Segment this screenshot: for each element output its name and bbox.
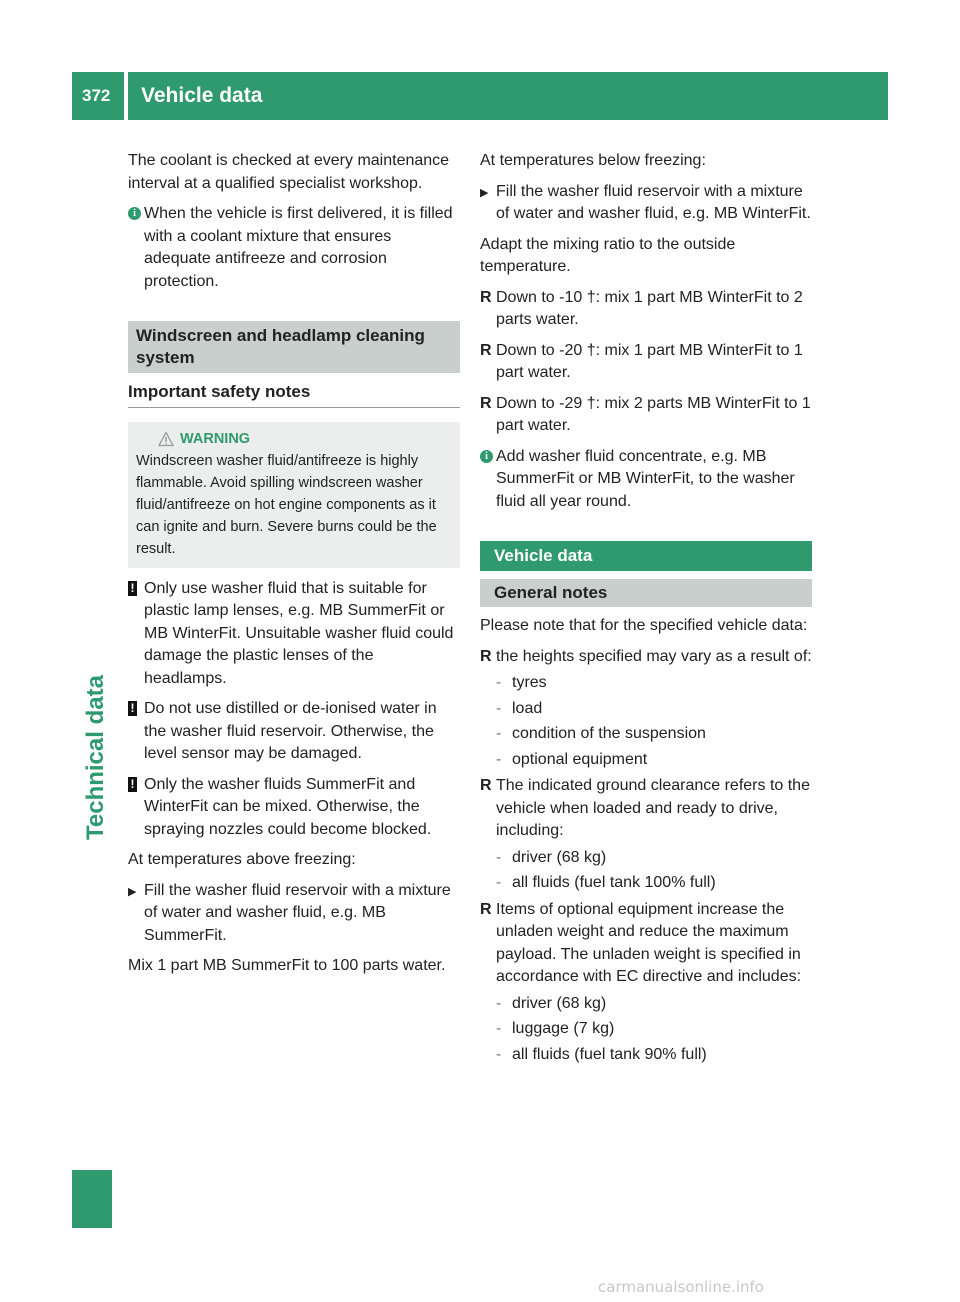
info-note-text: Add washer fluid concentrate, e.g. MB SummerFit or MB WinterFit, to the washer fluid all year round.: [496, 447, 795, 510]
instruction-step-text: Fill the washer fluid reservoir with a mixture of water and washer fluid, e.g. MB SummerFit.: [144, 881, 451, 944]
exclamation-icon: !: [128, 701, 137, 716]
list-item: [480, 775, 812, 843]
sub-list-item-text: load: [512, 699, 543, 717]
bullet-marker: R: [480, 341, 492, 359]
instruction-step: [128, 880, 460, 948]
sub-list-item: - luggage (7 kg): [496, 1020, 615, 1037]
sub-list-item-text: driver (68 kg): [512, 848, 607, 866]
sub-list-item: - tyres: [496, 674, 547, 691]
subsection-title: General notes: [480, 579, 812, 607]
sub-list-item-text: tyres: [512, 674, 547, 691]
exclamation-icon: !: [128, 777, 137, 792]
section-title: Windscreen and headlamp cleaning system: [128, 321, 460, 373]
above-freezing-label: At temperatures above freezing:: [128, 851, 356, 868]
instruction-step-text: Fill the washer fluid reservoir with a mixture of water and washer fluid, e.g. MB WinterFit.: [496, 182, 811, 222]
mix-ratio-paragraph: Mix 1 part MB SummerFit to 100 parts water.: [128, 957, 446, 974]
sub-list-item: - driver (68 kg): [496, 848, 607, 866]
list-item: [480, 287, 812, 332]
adapt-ratio-paragraph: Adapt the mixing ratio to the outside temperature.: [480, 235, 736, 275]
warning-heading: [158, 428, 452, 450]
list-item-text: Items of optional equipment increase the unladen weight and reduce the maximum payload. The unladen weight is specified in accordance with EC directive and includes:: [496, 900, 802, 985]
intro-paragraph: Please note that for the specified vehicle data:: [480, 617, 808, 634]
sub-list-item-text: driver (68 kg): [512, 994, 607, 1012]
warning-box: [128, 422, 460, 568]
info-note-text: When the vehicle is first delivered, it is filled with a coolant mixture that ensures adequate antifreeze and corrosion protection.: [144, 205, 453, 290]
step-arrow-icon: ▶: [480, 186, 489, 199]
exclamation-icon: !: [128, 581, 137, 596]
page-header-title: Vehicle data: [141, 84, 263, 107]
bullet-marker: R: [480, 394, 492, 412]
info-icon: i: [128, 207, 141, 220]
sub-list-item-text: all fluids (fuel tank 100% full): [512, 874, 716, 891]
list-item-text: Down to -10 †: mix 1 part MB WinterFit to 2 parts water.: [496, 288, 803, 328]
watermark: carmanualsonline.info: [598, 1278, 764, 1296]
left-column: [128, 150, 460, 986]
side-tab-label: Technical data: [82, 675, 109, 840]
subsection-title: Important safety notes: [128, 381, 460, 408]
list-item-text: The indicated ground clearance refers to the vehicle when loaded and ready to drive, including:: [496, 777, 810, 839]
caution-note-3: [128, 774, 460, 842]
sub-list-item: - all fluids (fuel tank 90% full): [496, 1045, 707, 1063]
side-tab-block: [72, 1170, 112, 1228]
info-note: [128, 203, 460, 293]
sub-list-item: - driver (68 kg): [496, 994, 607, 1012]
caution-note-1: [128, 578, 460, 691]
bullet-marker: R: [480, 777, 492, 794]
list-item-text: Down to -20 †: mix 1 part MB WinterFit to 1 part water.: [496, 341, 803, 381]
sub-list-item: - all fluids (fuel tank 100% full): [496, 874, 716, 891]
warning-title: WARNING: [180, 430, 251, 447]
caution-note-text: Only the washer fluids SummerFit and WinterFit can be mixed. Otherwise, the spraying nozzles could become blocked.: [144, 775, 432, 838]
sub-list-item: - condition of the suspension: [496, 725, 706, 742]
sub-list-item-text: all fluids (fuel tank 90% full): [512, 1045, 707, 1063]
bullet-marker: R: [480, 647, 492, 665]
info-icon: i: [480, 450, 493, 463]
list-item: [480, 646, 812, 669]
sub-list-item-text: luggage (7 kg): [512, 1020, 615, 1037]
list-item-text: Down to -29 †: mix 2 parts MB WinterFit to 1 part water.: [496, 394, 811, 434]
step-arrow-icon: ▶: [128, 885, 137, 898]
warning-text: Windscreen washer fluid/antifreeze is highly flammable. Avoid spilling windscreen washer fluid/antifreeze on hot engine components as it can ignite and burn. Severe burns could be the result.: [136, 452, 437, 557]
instruction-step: [480, 181, 812, 226]
list-item: [480, 340, 812, 385]
sub-list-item: - optional equipment: [496, 750, 648, 768]
section-title-green: Vehicle data: [480, 541, 812, 571]
page-number: 372: [82, 86, 111, 105]
list-item-text: the heights specified may vary as a result of:: [496, 647, 812, 665]
bullet-marker: R: [480, 900, 492, 918]
right-column: [480, 150, 812, 1069]
caution-note-text: Only use washer fluid that is suitable for plastic lamp lenses, e.g. MB SummerFit or MB WinterFit. Unsuitable washer fluid could damage the plastic lenses of the headlamps.: [144, 579, 454, 687]
list-item: [480, 899, 812, 989]
caution-note-text: Do not use distilled or de-ionised water in the washer fluid reservoir. Otherwise, the level sensor may be damaged.: [144, 700, 437, 762]
warning-triangle-icon: [158, 431, 174, 447]
sub-list-item: - load: [496, 699, 543, 717]
sub-list-item-text: condition of the suspension: [512, 725, 706, 742]
info-note: [480, 446, 812, 514]
list-item: [480, 393, 812, 438]
coolant-paragraph: The coolant is checked at every maintenance interval at a qualified specialist workshop.: [128, 152, 450, 192]
below-freezing-label: At temperatures below freezing:: [480, 152, 706, 169]
caution-note-2: [128, 698, 460, 766]
header-separator: [124, 72, 128, 120]
sub-list-item-text: optional equipment: [512, 750, 648, 768]
bullet-marker: R: [480, 288, 492, 306]
